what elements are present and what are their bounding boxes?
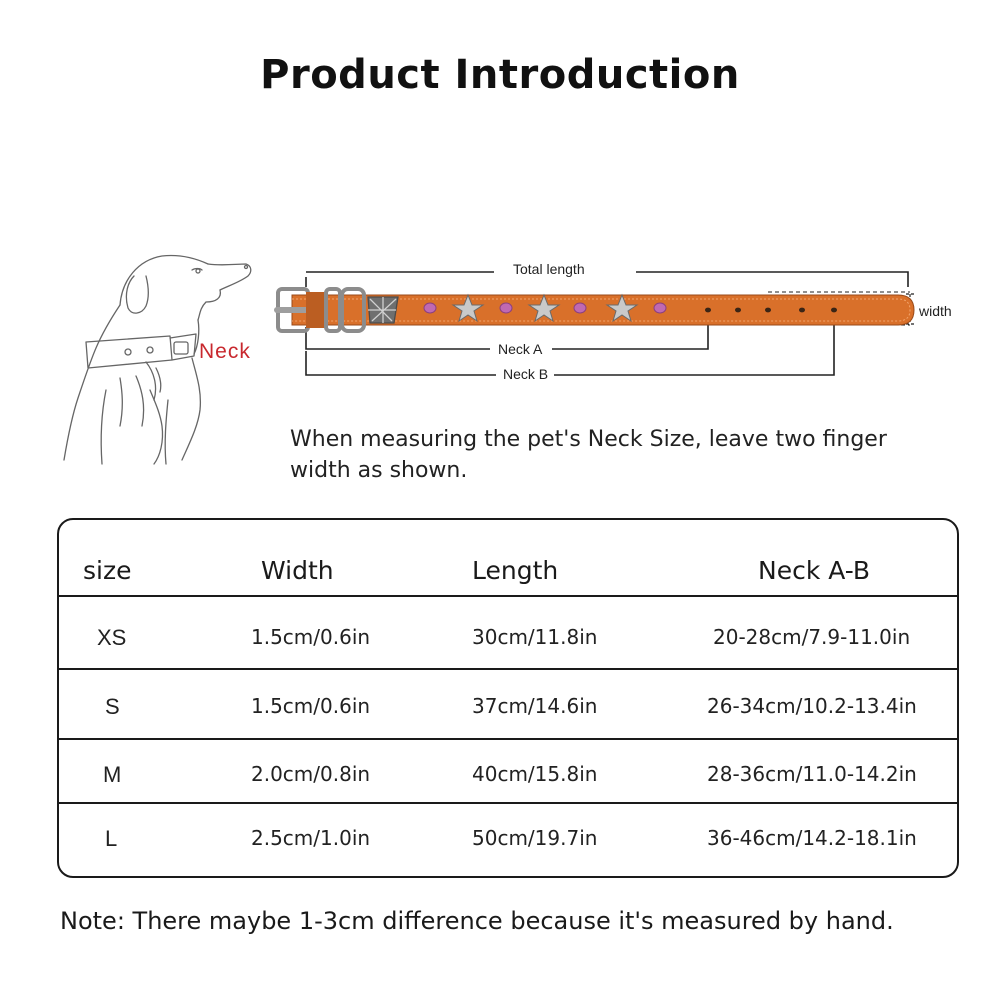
cell-width: 2.5cm/1.0in — [251, 826, 371, 850]
cell-length: 50cm/19.7in — [472, 826, 598, 850]
cell-size: S — [105, 694, 120, 719]
table-row — [59, 740, 957, 802]
cell-neck: 20-28cm/7.9-11.0in — [713, 625, 911, 649]
cell-size: XS — [97, 625, 127, 650]
cell-width: 2.0cm/0.8in — [251, 762, 371, 786]
neck-b-label: Neck B — [497, 366, 554, 382]
header-width: Width — [261, 556, 334, 585]
neck-label: Neck — [199, 340, 251, 363]
cell-neck: 36-46cm/14.2-18.1in — [707, 826, 917, 850]
cell-size: M — [103, 762, 122, 787]
cell-length: 40cm/15.8in — [472, 762, 598, 786]
header-length: Length — [472, 556, 559, 585]
cell-width: 1.5cm/0.6in — [251, 625, 371, 649]
table-row — [59, 670, 957, 736]
cell-width: 1.5cm/0.6in — [251, 694, 371, 718]
table-row — [59, 804, 957, 876]
size-table — [57, 518, 959, 878]
cell-length: 30cm/11.8in — [472, 625, 598, 649]
collar-diagram — [270, 255, 915, 385]
header-neck: Neck A-B — [758, 556, 871, 585]
width-label: width — [915, 303, 956, 319]
footnote: Note: There maybe 1-3cm difference because it's measured by hand. — [60, 907, 894, 935]
table-row — [59, 597, 957, 665]
page-title: Product Introduction — [260, 52, 740, 98]
total-length-line — [306, 272, 908, 287]
web-emblem-icon — [368, 297, 398, 323]
cell-neck: 28-36cm/11.0-14.2in — [707, 762, 917, 786]
cell-size: L — [105, 826, 118, 851]
header-size: size — [83, 556, 132, 585]
neck-a-label: Neck A — [492, 341, 548, 357]
cell-neck: 26-34cm/10.2-13.4in — [707, 694, 917, 718]
table-header-row — [59, 520, 957, 596]
measuring-instructions: When measuring the pet's Neck Size, leave two finger width as shown. — [290, 427, 887, 483]
cell-length: 37cm/14.6in — [472, 694, 598, 718]
total-length-label: Total length — [507, 261, 591, 277]
